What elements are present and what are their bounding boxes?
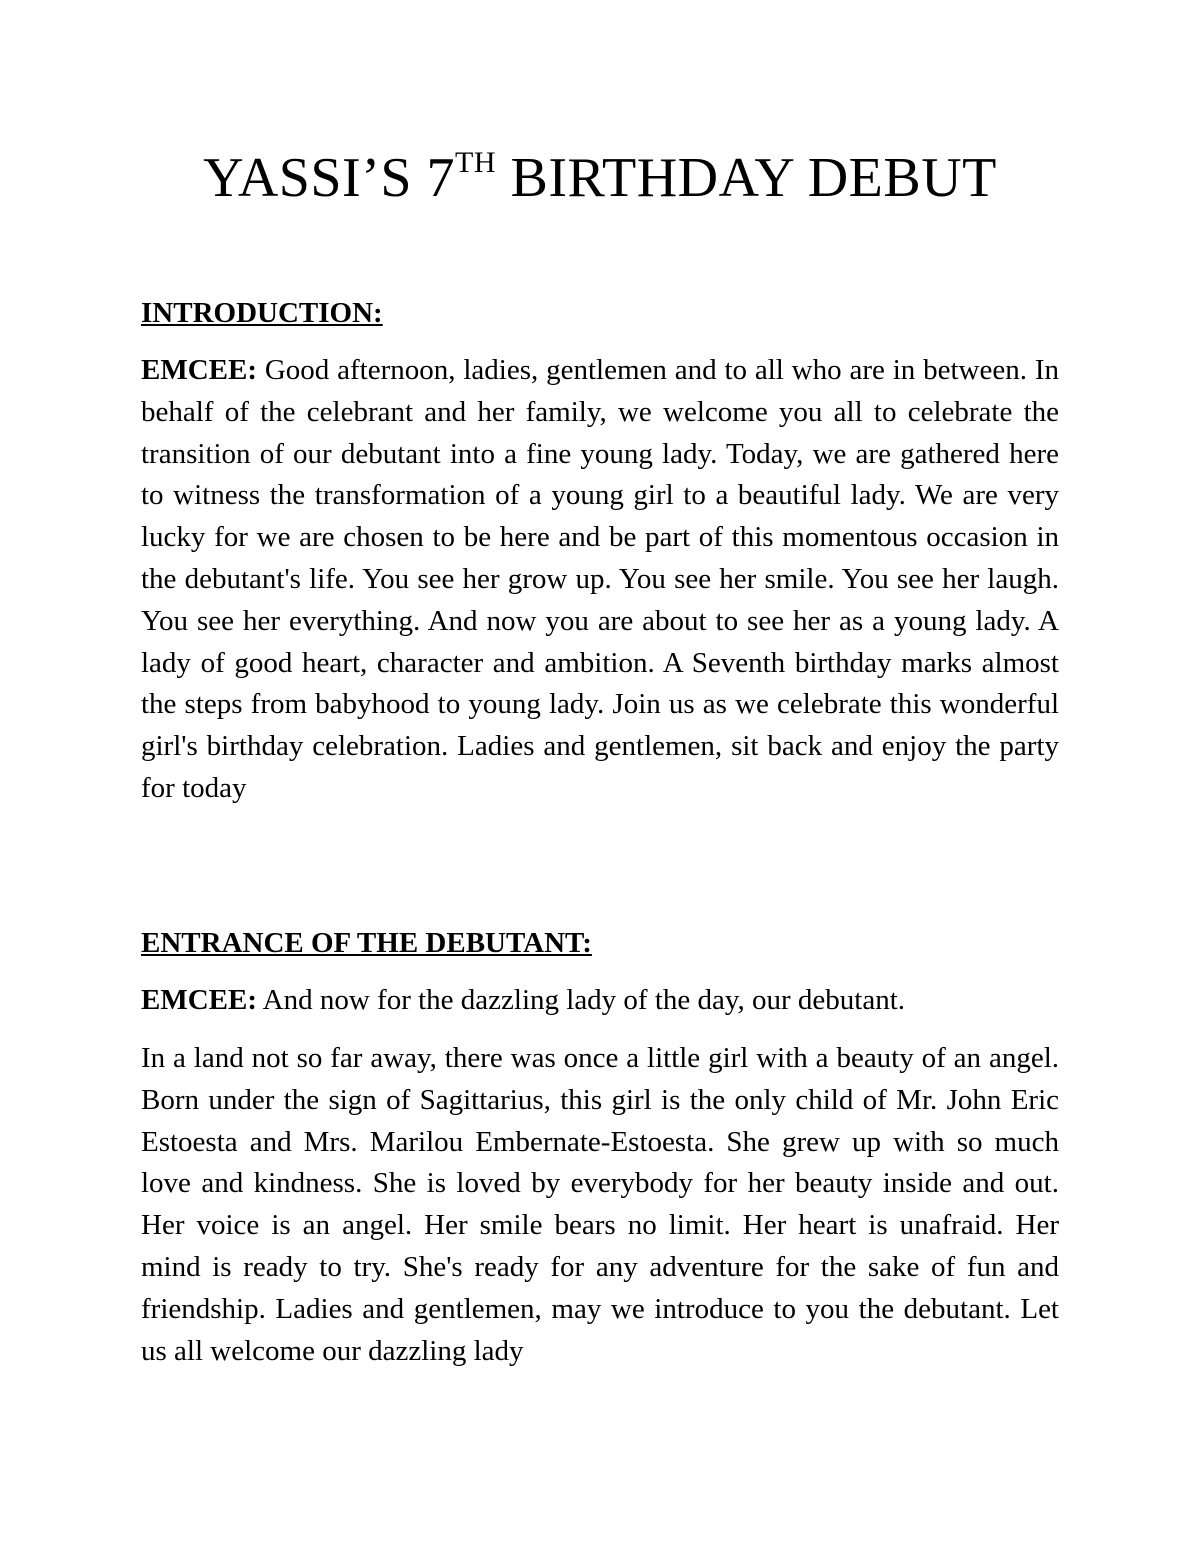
entrance-story-paragraph: In a land not so far away, there was once a little girl with a beauty of an angel. Born under the sign of Sagittarius, this girl is the only child of Mr. John Eric Estoesta and Mrs. Marilou Embernate-Estoesta. She grew up with so much love and kindness. She is loved by everybody for her beauty inside and out. Her voice is an angel. Her smile bears no limit. Her heart is unafraid. Her mind is ready to try. She's ready for any adventure for the sake of fun and friendship. Ladies and gentlemen, may we introduce to you the debutant. Let us all welcome our dazzling lady <box>141 1042 1059 1367</box>
introduction-paragraph <box>141 350 1059 810</box>
entrance-paragraph <box>141 980 1059 1022</box>
entrance-heading: ENTRANCE OF THE DEBUTANT: <box>141 927 592 959</box>
introduction-heading: INTRODUCTION: <box>141 297 383 329</box>
title-rest: BIRTHDAY DEBUT <box>496 147 997 209</box>
document-title <box>0 142 1200 214</box>
introduction-text: Good afternoon, ladies, gentlemen and to all who are in between. In behalf of the celebrant and her family, we welcome you all to celebrate the transition of our debutant into a fine young lady. Today, we are gathered here to witness the transformation of a young girl to a beautiful lady. We are very lucky for we are chosen to be here and be part of this momentous occasion in the debutant's life. You see her grow up. You see her smile. You see her laugh. You see her everything. And now you are about to see her as a young lady. A lady of good heart, character and ambition. A Seventh birthday marks almost the steps from babyhood to young lady. Join us as we celebrate this wonderful girl's birthday celebration. Ladies and gentlemen, sit back and enjoy the party for today <box>141 354 1059 804</box>
entrance-text: And now for the dazzling lady of the day, our debutant. <box>257 984 906 1016</box>
entrance-speaker-label: EMCEE: <box>141 984 257 1016</box>
introduction-speaker-label: EMCEE: <box>141 354 257 386</box>
title-main: YASSI’S 7 <box>203 147 455 209</box>
title-superscript: TH <box>455 146 496 179</box>
